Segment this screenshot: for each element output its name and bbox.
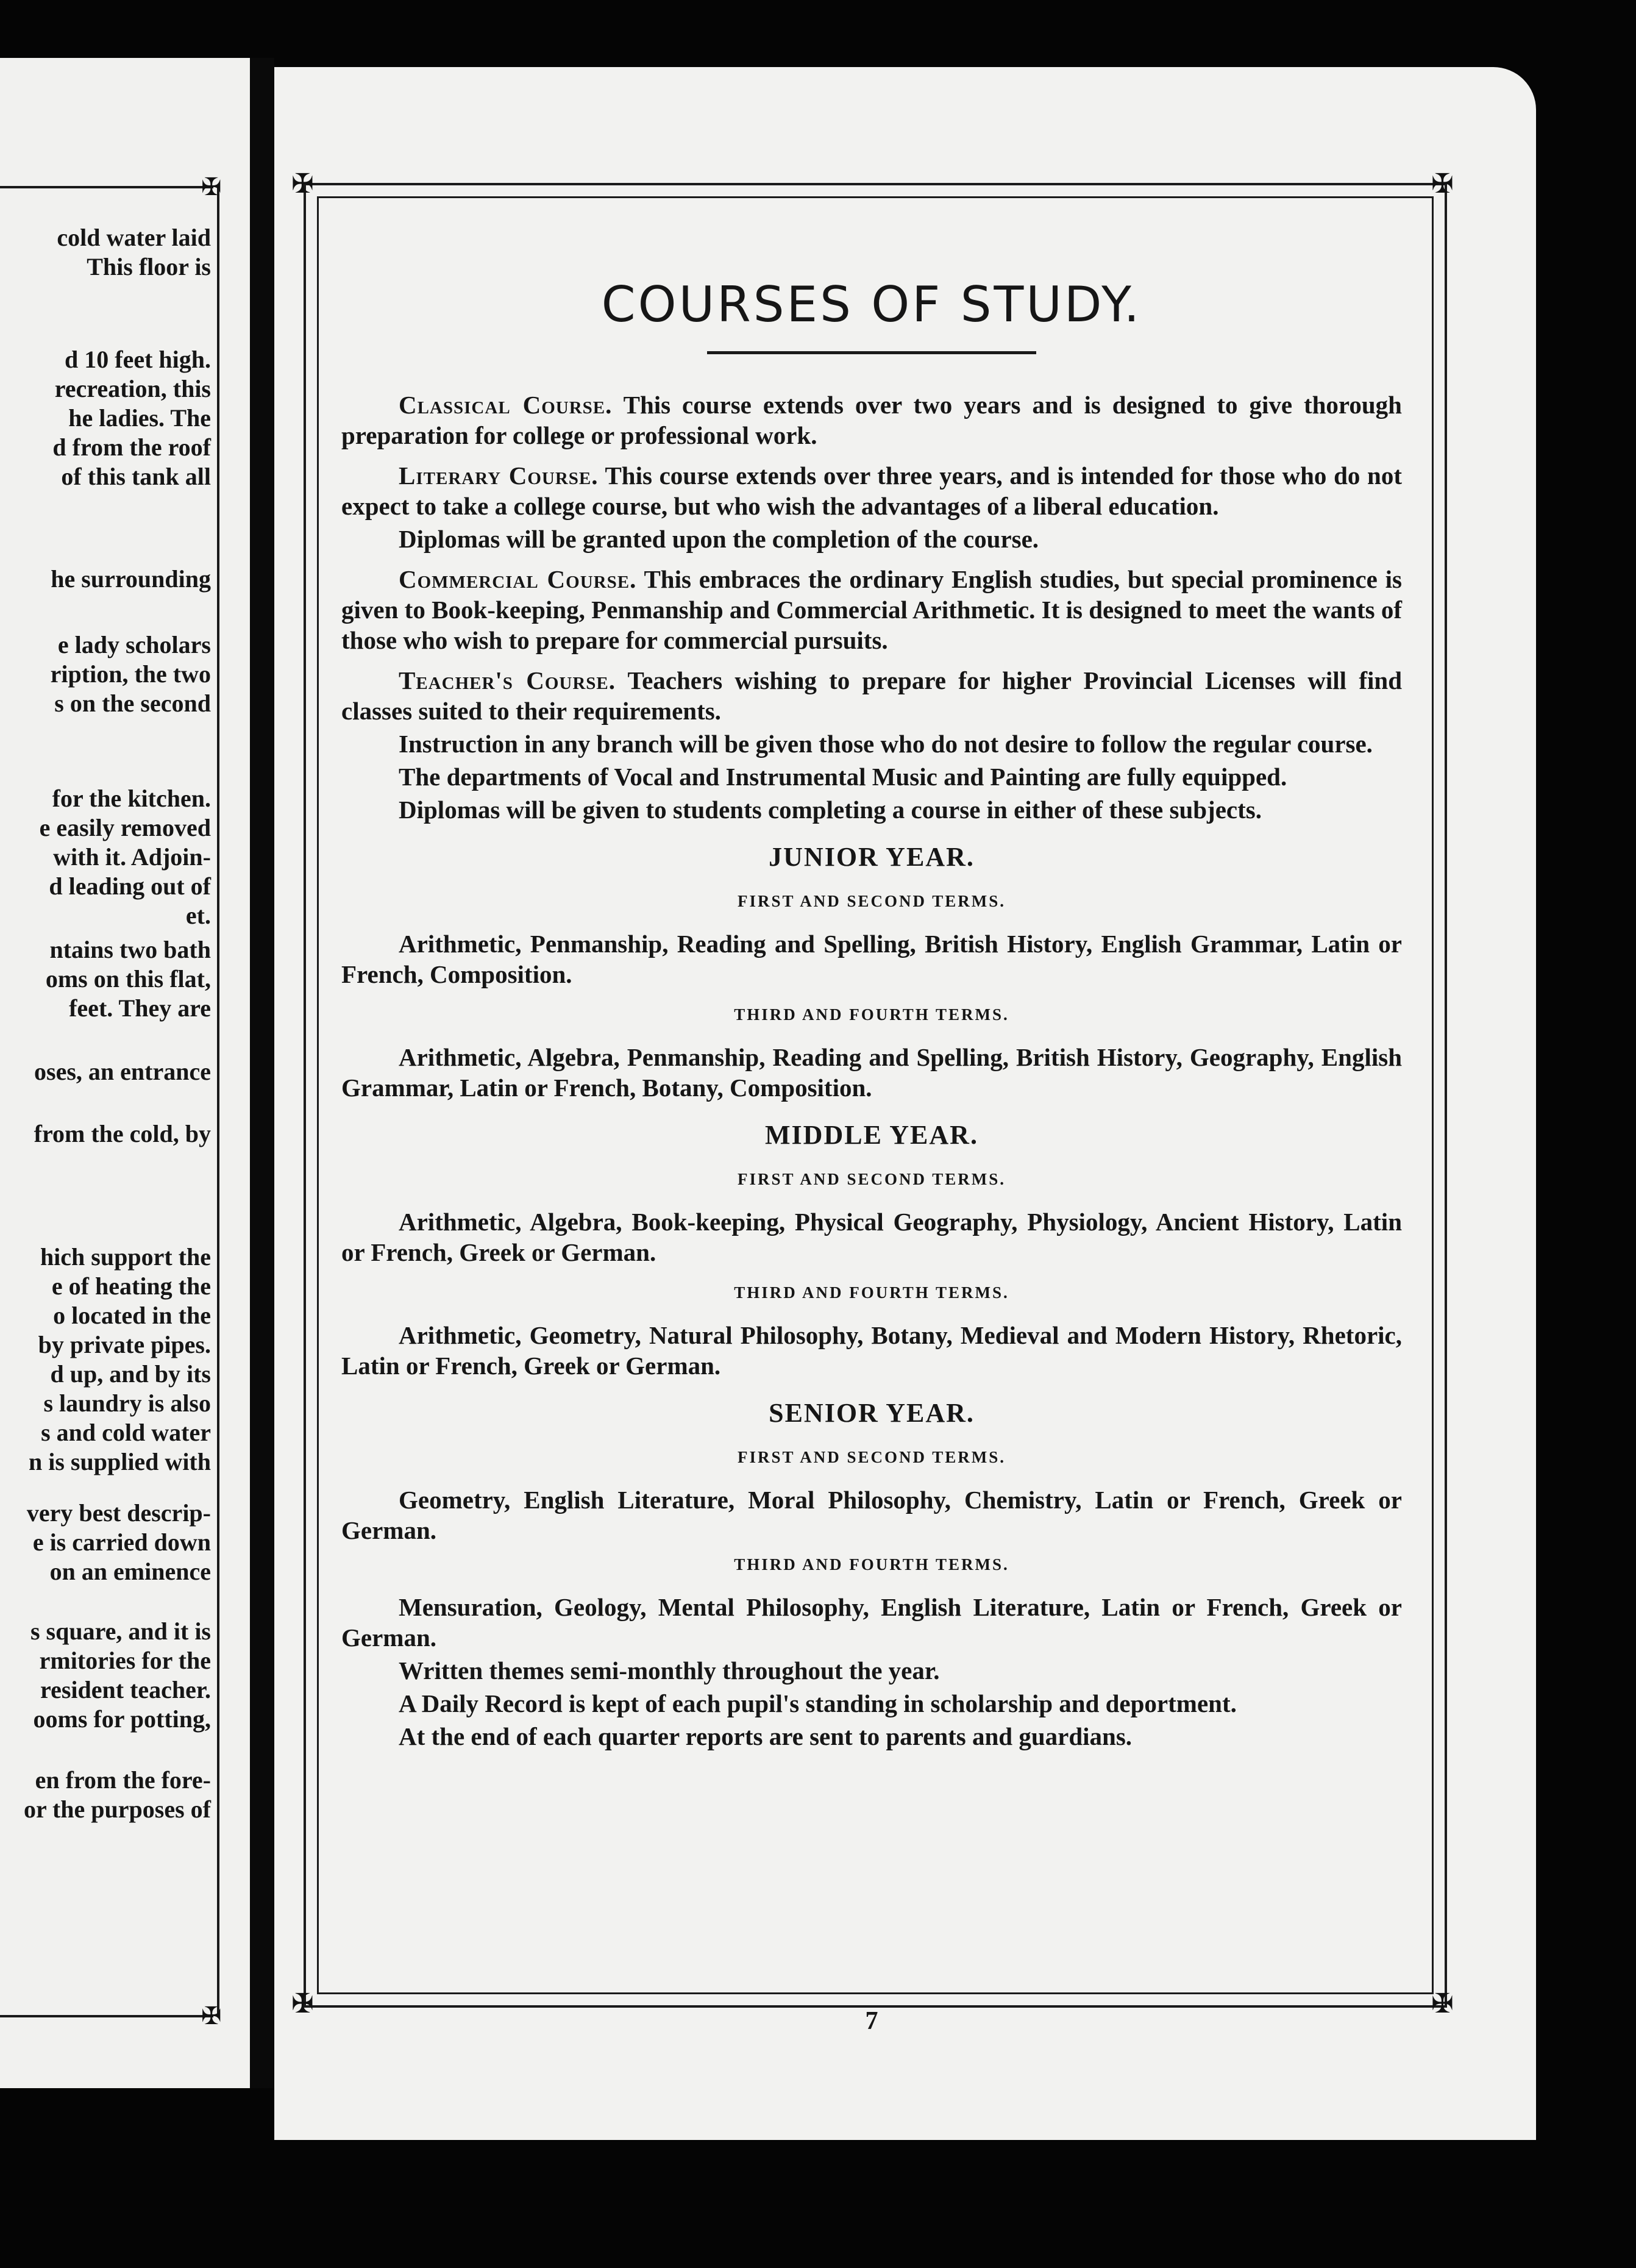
left-page-line: oms on this flat, — [45, 965, 211, 993]
left-page-line: d 10 feet high. — [65, 346, 211, 373]
commercial-course-text: This embraces the ordinary English studies, but special prominence is given to Book-keeping, Penmanship and Commercial Arithmetic. It is designed to meet the wants of those who wish to prepare for commercial pursuits. — [341, 565, 1402, 654]
left-page-line: d from the roof — [52, 433, 211, 461]
left-page-line: s laundry is also — [43, 1389, 211, 1417]
left-page-line: hich support the — [40, 1243, 211, 1271]
literary-course-text: This course extends over three years, and is intended for those who do not expect to take a college course, but who wish the advantages of a liberal education. — [341, 462, 1403, 520]
corner-ornament-icon: ✠ — [1431, 168, 1454, 199]
left-page-line: d leading out of — [49, 872, 211, 900]
senior-term1-subjects: Geometry, English Literature, Moral Philosophy, Chemistry, Latin or French, Greek or German. — [341, 1486, 1402, 1544]
corner-ornament-icon: ✠ — [291, 168, 314, 199]
left-page-line: en from the fore- — [35, 1766, 211, 1794]
middle-term2-heading: THIRD AND FOURTH TERMS. — [734, 1283, 1009, 1302]
right-page — [274, 67, 1536, 2140]
left-page-line: o located in the — [53, 1302, 211, 1329]
left-page-line: This floor is — [87, 253, 211, 280]
left-page-line: by private pipes. — [38, 1331, 211, 1358]
book-gutter — [250, 58, 274, 2088]
title-rule — [707, 351, 1036, 354]
left-page-line: rmitories for the — [39, 1647, 211, 1674]
middle-year-heading: MIDDLE YEAR. — [765, 1120, 978, 1150]
corner-ornament-icon: ✠ — [201, 2002, 222, 2030]
left-page-line: resident teacher. — [40, 1676, 211, 1703]
left-page-border-bottom — [0, 2015, 213, 2017]
left-page-line: of this tank all — [61, 463, 211, 490]
page-content — [341, 274, 1403, 2035]
junior-year-heading: JUNIOR YEAR. — [769, 842, 975, 872]
middle-term2-subjects: Arithmetic, Geometry, Natural Philosophy, Botany, Medieval and Modern History, Rhetoric, Latin or French, Greek or German. — [341, 1321, 1402, 1380]
literary-course-label: Literary Course. — [399, 462, 599, 490]
left-page-line: ription, the two — [50, 660, 211, 688]
left-page-border-top — [0, 186, 213, 188]
left-page-line: s square, and it is — [30, 1617, 211, 1645]
page-title: COURSES OF STUDY. — [601, 276, 1142, 333]
diplomas-course-paragraph: Diplomas will be granted upon the completion of the course. — [399, 525, 1039, 553]
left-page-line: he surrounding — [51, 565, 211, 593]
page-number: 7 — [865, 2007, 878, 2035]
diplomas-subjects-paragraph: Diplomas will be given to students completing a course in either of these subjects. — [399, 796, 1262, 824]
commercial-course-label: Commercial Course. — [399, 565, 637, 593]
left-page-line: ooms for potting, — [33, 1705, 211, 1733]
junior-term1-heading: FIRST AND SECOND TERMS. — [737, 892, 1006, 910]
classical-course-label: Classical Course. — [399, 391, 613, 419]
left-page-line: e of heating the — [51, 1272, 211, 1300]
left-page-line: very best descrip- — [26, 1499, 211, 1527]
left-page-line: on an eminence — [49, 1558, 211, 1585]
record-paragraph: A Daily Record is kept of each pupil's standing in scholarship and deportment. — [399, 1689, 1237, 1717]
left-page-line: ntains two bath — [49, 936, 211, 963]
left-page-line: s and cold water — [41, 1419, 211, 1446]
senior-term1-heading: FIRST AND SECOND TERMS. — [737, 1448, 1006, 1466]
left-page-line: for the kitchen. — [52, 785, 211, 812]
themes-paragraph: Written themes semi-monthly throughout the year. — [399, 1656, 940, 1685]
left-page-line: he ladies. The — [68, 404, 211, 432]
left-page-line: oses, an entrance — [34, 1058, 211, 1085]
reports-paragraph: At the end of each quarter reports are sent to parents and guardians. — [399, 1722, 1133, 1750]
senior-term2-heading: THIRD AND FOURTH TERMS. — [734, 1555, 1009, 1574]
junior-term1-subjects: Arithmetic, Penmanship, Reading and Spelling, British History, English Grammar, Latin or French, Composition. — [341, 930, 1402, 988]
left-page-line: cold water laid — [57, 224, 211, 251]
corner-ornament-icon: ✠ — [1431, 1988, 1454, 2019]
left-facing-page — [0, 58, 250, 2088]
left-page-line: s on the second — [54, 690, 211, 717]
left-page-border-right — [217, 186, 219, 2017]
corner-ornament-icon: ✠ — [201, 173, 222, 201]
left-page-line: et. — [185, 902, 211, 929]
senior-term2-subjects: Mensuration, Geology, Mental Philosophy, English Literature, Latin or French, Greek or German. — [341, 1593, 1402, 1652]
left-page-line: recreation, this — [54, 375, 211, 402]
left-page-line: feet. They are — [69, 994, 211, 1022]
middle-term1-subjects: Arithmetic, Algebra, Book-keeping, Physical Geography, Physiology, Ancient History, Latin or French, Greek or German. — [341, 1208, 1402, 1266]
senior-year-heading: SENIOR YEAR. — [769, 1398, 975, 1428]
left-page-line: n is supplied with — [28, 1448, 211, 1475]
junior-term2-subjects: Arithmetic, Algebra, Penmanship, Reading and Spelling, British History, Geography, English Grammar, Latin or French, Botany, Composition. — [341, 1043, 1402, 1102]
middle-term1-heading: FIRST AND SECOND TERMS. — [737, 1170, 1006, 1188]
junior-term2-heading: THIRD AND FOURTH TERMS. — [734, 1005, 1009, 1024]
teachers-course-label: Teacher's Course. — [399, 666, 616, 694]
left-page-line: or the purposes of — [23, 1795, 211, 1823]
commercial-course-paragraph — [341, 564, 1402, 655]
corner-ornament-icon: ✠ — [291, 1988, 314, 2019]
departments-paragraph: The departments of Vocal and Instrumental Music and Painting are fully equipped. — [399, 763, 1287, 791]
classical-course-paragraph — [341, 390, 1402, 451]
left-page-line: from the cold, by — [34, 1120, 211, 1147]
left-page-line: e lady scholars — [57, 631, 211, 658]
left-page-line: d up, and by its — [50, 1360, 211, 1388]
literary-course-paragraph — [341, 460, 1402, 521]
teachers-course-paragraph — [341, 665, 1402, 726]
left-page-line: with it. Adjoin- — [53, 843, 211, 871]
instruction-paragraph: Instruction in any branch will be given those who do not desire to follow the regular course. — [399, 730, 1373, 758]
classical-course-text: This course extends over two years and is designed to give thorough preparation for college or professional work. — [341, 391, 1402, 449]
teachers-course-text: Teachers wishing to prepare for higher Provincial Licenses will find classes suited to their requirements. — [341, 666, 1402, 725]
left-page-line: e easily removed — [39, 814, 211, 841]
left-page-line: e is carried down — [32, 1528, 211, 1556]
